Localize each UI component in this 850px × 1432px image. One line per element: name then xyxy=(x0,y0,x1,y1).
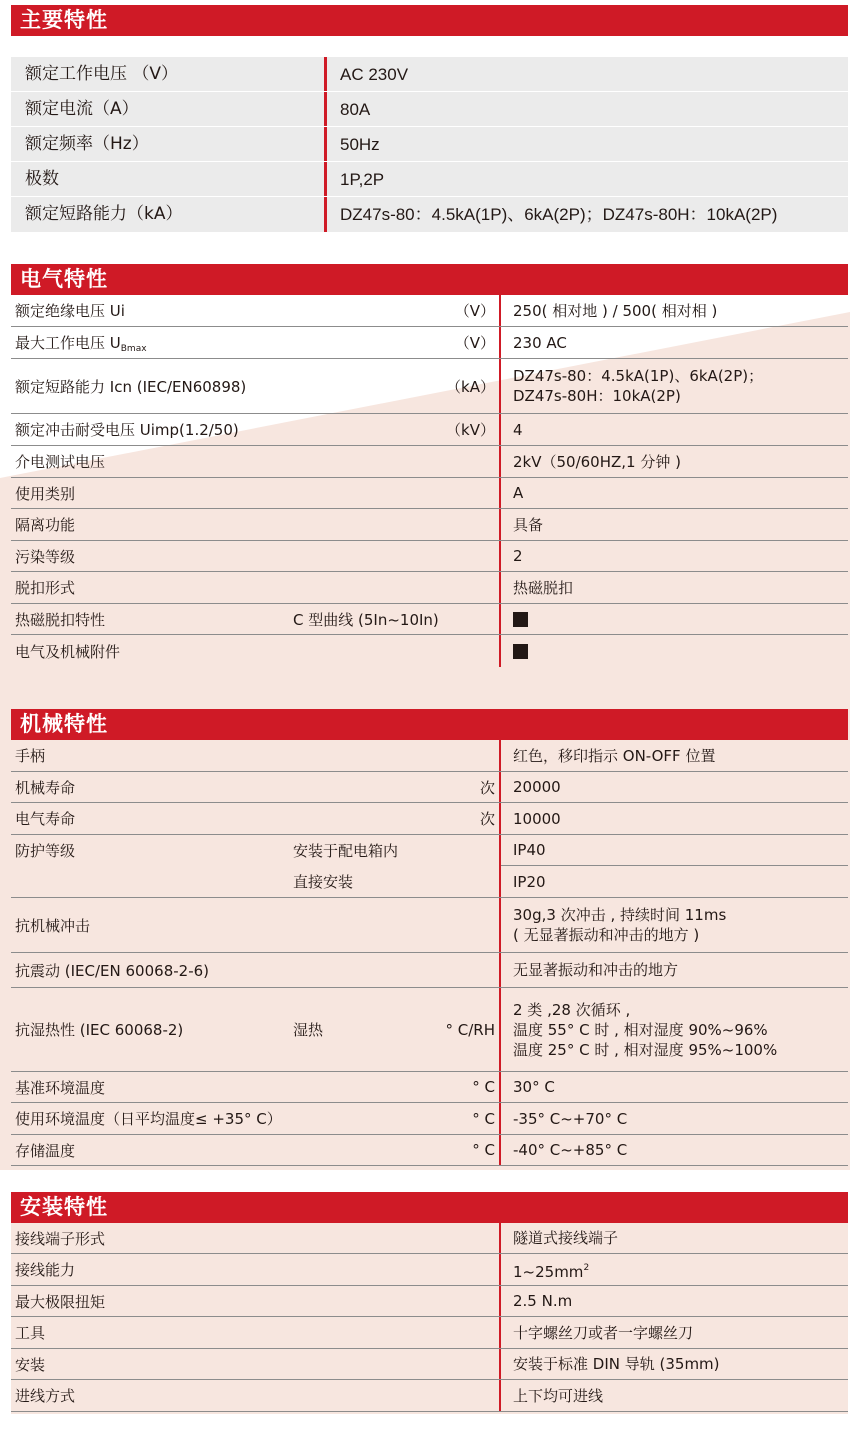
row-value: 2kV（50/60HZ,1 分钟 ) xyxy=(513,452,681,471)
table-row xyxy=(11,1254,848,1286)
row-label: 介电测试电压 xyxy=(15,453,106,471)
table-row xyxy=(11,509,848,541)
row-label: 使用环境温度（日平均温度≤ +35° C） xyxy=(15,1110,282,1128)
table-row xyxy=(11,92,848,127)
row-value: 隧道式接线端子 xyxy=(513,1229,619,1247)
row-label: 额定冲击耐受电压 Uimp(1.2/50) xyxy=(15,421,239,439)
row-label: 基准环境温度 xyxy=(15,1078,106,1097)
table-row xyxy=(11,1286,848,1317)
row-value: 2 类 ,28 次循环 , 温度 55° C 时 , 相对湿度 90%~96% 温度 25° C 时 , 相对湿度 95%~100% xyxy=(513,1000,778,1059)
row-label: 脱扣形式 xyxy=(15,579,76,597)
row-label: 电气及机械附件 xyxy=(15,642,121,661)
section-title: 主要特性 xyxy=(11,5,848,36)
row-unit: 次 xyxy=(479,810,495,828)
row-value: DZ47s-80：4.5kA(1P)、6kA(2P)； DZ47s-80H：10kA(2P) xyxy=(513,367,764,405)
table-row xyxy=(11,1103,848,1135)
filled-square-icon xyxy=(513,612,528,627)
row-value: 热磁脱扣 xyxy=(513,578,574,597)
row-condition: 安装于配电箱内 xyxy=(293,842,399,860)
row-unit: ° C xyxy=(472,1141,495,1159)
row-condition: 湿热 xyxy=(293,1021,324,1039)
table-row xyxy=(11,1135,848,1166)
row-condition: 直接安装 xyxy=(293,873,354,891)
table-row xyxy=(11,898,848,953)
row-unit: ° C xyxy=(472,1078,495,1096)
superscript: 2 xyxy=(583,1262,590,1273)
table-row xyxy=(11,1380,848,1412)
row-value: 安装于标准 DIN 导轨 (35mm) xyxy=(513,1355,720,1373)
row-value: DZ47s-80：4.5kA(1P)、6kA(2P)；DZ47s-80H：10kA(2P) xyxy=(340,205,778,224)
mechanical-table xyxy=(11,740,848,1166)
row-value: 30g,3 次冲击 , 持续时间 11ms ( 无显著振动和冲击的地方 ) xyxy=(513,906,727,944)
electrical-table xyxy=(11,295,848,667)
main-features-table xyxy=(11,56,848,232)
row-value: 红色，移印指示 ON-OFF 位置 xyxy=(513,746,716,765)
table-row xyxy=(11,414,848,446)
subscript: Bmax xyxy=(120,343,147,354)
table-row xyxy=(11,57,848,92)
mechanical-features-section xyxy=(11,709,848,1166)
installation-features-section xyxy=(11,1192,848,1412)
row-label: 额定短路能力 Icn (IEC/EN60898) xyxy=(15,377,247,396)
row-label: 污染等级 xyxy=(15,547,76,566)
row-label: 电气寿命 xyxy=(15,810,76,828)
section-title: 机械特性 xyxy=(11,709,848,740)
filled-square-icon xyxy=(513,644,528,659)
row-value: -35° C~+70° C xyxy=(513,1109,628,1128)
row-label: 接线端子形式 xyxy=(15,1229,106,1248)
row-label: 工具 xyxy=(15,1324,46,1342)
table-row xyxy=(11,803,848,835)
table-row xyxy=(11,541,848,572)
row-label: 接线能力 xyxy=(15,1261,76,1279)
row-value: 50Hz xyxy=(340,135,380,154)
table-row xyxy=(11,604,848,635)
row-label: 机械寿命 xyxy=(15,778,76,797)
table-row xyxy=(11,478,848,509)
row-value: 10000 xyxy=(513,809,561,828)
row-value: 2.5 N.m xyxy=(513,1292,573,1310)
table-row xyxy=(11,446,848,478)
table-row xyxy=(11,835,848,866)
row-value: 2 xyxy=(513,547,523,565)
row-value: 20000 xyxy=(513,778,561,796)
row-label: 额定工作电压 （V） xyxy=(25,64,179,84)
row-unit: 次 xyxy=(479,778,495,797)
table-row xyxy=(11,359,848,414)
row-unit: （kA） xyxy=(446,377,495,396)
installation-table xyxy=(11,1223,848,1412)
row-unit: （V） xyxy=(454,334,495,352)
row-label: 抗震动 (IEC/EN 60068-2-6) xyxy=(15,961,209,980)
row-value: $1\sim 25mm^2$ xyxy=(513,1262,590,1281)
row-label: 极数 xyxy=(25,169,59,189)
row-condition: C 型曲线 (5In~10In) xyxy=(293,610,439,629)
table-row xyxy=(11,740,848,772)
row-label: 热磁脱扣特性 xyxy=(15,610,106,629)
row-label: 额定电流（A） xyxy=(25,99,139,119)
row-label: 最大工作电压 $U_{Bmax}$ xyxy=(15,333,147,354)
row-label: 防护等级 xyxy=(15,842,76,860)
row-value: 80A xyxy=(340,100,371,119)
row-label: 抗机械冲击 xyxy=(15,916,91,935)
row-value: 具备 xyxy=(513,515,544,534)
table-row xyxy=(11,327,848,359)
table-row xyxy=(11,162,848,197)
row-value: 十字螺丝刀或者一字螺丝刀 xyxy=(513,1323,694,1342)
row-label: 抗湿热性 (IEC 60068-2) xyxy=(15,1021,184,1039)
row-value: IP20 xyxy=(513,872,546,891)
row-unit: （V） xyxy=(454,302,495,320)
row-value: 4 xyxy=(513,420,523,439)
table-row xyxy=(11,197,848,232)
section-title: 电气特性 xyxy=(11,264,848,295)
row-label: 额定绝缘电压 Ui xyxy=(15,302,125,320)
row-label: 安装 xyxy=(15,1355,46,1374)
section-title: 安装特性 xyxy=(11,1192,848,1223)
row-unit: ° C xyxy=(472,1109,495,1128)
row-value: -40° C~+85° C xyxy=(513,1141,628,1159)
row-value: AC 230V xyxy=(340,65,409,84)
row-unit: ° C/RH xyxy=(445,1020,495,1039)
table-row xyxy=(11,772,848,803)
row-value: 30° C xyxy=(513,1078,555,1096)
row-value: 上下均可进线 xyxy=(513,1386,604,1405)
row-label: 额定频率（Hz） xyxy=(25,134,149,154)
row-label: 进线方式 xyxy=(15,1387,76,1405)
table-row xyxy=(11,988,848,1072)
row-label: 隔离功能 xyxy=(15,516,76,534)
row-label: 存储温度 xyxy=(15,1141,76,1160)
row-label: 额定短路能力（kA） xyxy=(25,204,183,224)
table-row xyxy=(11,127,848,162)
row-value: 230 AC xyxy=(513,333,567,352)
main-features-section xyxy=(11,5,848,232)
table-row xyxy=(11,953,848,988)
electrical-features-section xyxy=(11,264,848,667)
row-value: A xyxy=(513,484,524,502)
table-row xyxy=(11,1317,848,1349)
table-row xyxy=(11,1072,848,1103)
row-value: 1P,2P xyxy=(340,170,385,189)
table-row xyxy=(11,1223,848,1254)
row-value: IP40 xyxy=(513,841,546,859)
table-row xyxy=(11,635,848,667)
row-label: 手柄 xyxy=(15,747,46,765)
row-label: 最大极限扭矩 xyxy=(15,1292,106,1311)
table-row xyxy=(11,295,848,327)
table-row xyxy=(11,572,848,604)
table-row xyxy=(11,866,848,898)
row-value: 250( 相对地 ) / 500( 相对相 ) xyxy=(513,301,718,320)
table-row xyxy=(11,1349,848,1380)
row-label: 使用类别 xyxy=(15,484,76,503)
row-unit: （kV） xyxy=(446,421,495,439)
row-value: 无显著振动和冲击的地方 xyxy=(513,961,679,979)
